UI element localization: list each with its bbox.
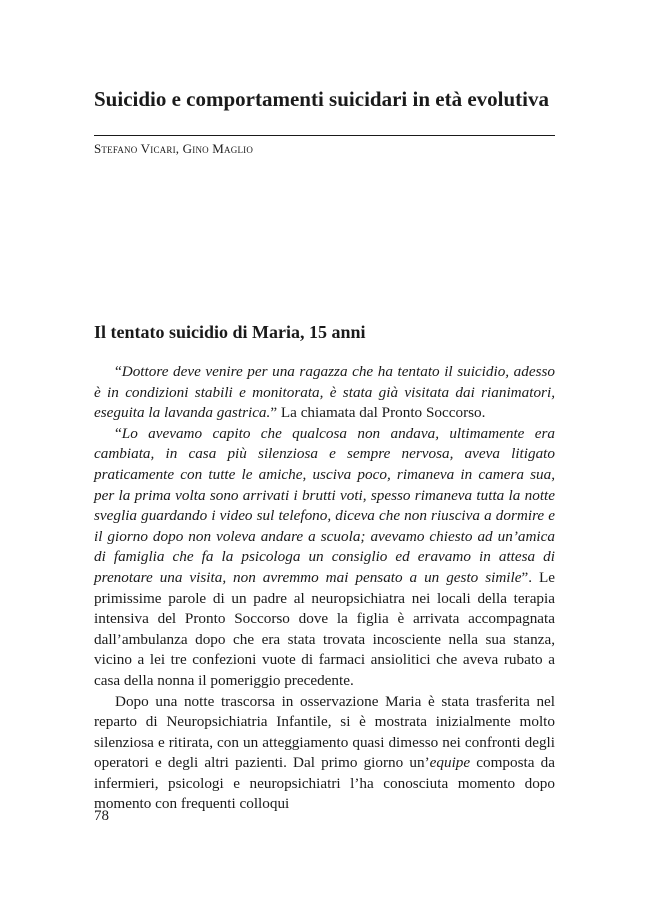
page-number: 78 (94, 808, 109, 824)
close-quote: ” (270, 404, 278, 422)
body-text (94, 362, 555, 815)
narrative-text: Le primissime parole di un padre al neuropsichiatra nei locali della terapia intensiva del Pronto Soccorso dove la figlia è arrivata accompagnata dall’ambulanza dopo che era stata trovata incosciente nella sua stanza, vicino a lei tre confezioni vuote di farmaci ansiolitici che aveva rubato a casa della nonna il pomeriggio precedente. (94, 568, 555, 689)
quoted-speech: Lo avevamo capito che qualcosa non andava, ultimamente era cambiata, in casa più silenziosa e sempre nervosa, aveva litigato praticamente con tutte le amiche, usciva poco, rimaneva in camera sua, per la prima volta sono arrivati i brutti voti, spesso rimaneva tutta la notte sveglia guardando i video sul telefono, diceva che non riusciva a dormire e il giorno dopo non voleva andare a scuola; avevamo chiesto ad un’amica di famiglia che fa la psicologa un consiglio ed eravamo in attesa di prenotare una visita, non avremmo mai pensato a un gesto simile (94, 424, 555, 586)
paragraph-2 (94, 424, 555, 692)
chapter-title: Suicidio e comportamenti suicidari in età evolutiva (94, 87, 549, 111)
narrative-text: Dopo una notte trascorsa in osservazione Maria è stata trasferita nel reparto di Neuropsichiatria Infantile, si è mostrata inizialmente molto silenziosa e ritirata, con un atteggiamento quasi dimesso nei confronti degli operatori e degli altri pazienti. Dal primo giorno un’ (94, 692, 555, 772)
quoted-speech: Dottore deve venire per una ragazza che ha tentato il suicidio, adesso è in condizioni stabili e monitorata, è stata già visitata dai rianimatori, eseguita la lavanda gastrica. (94, 363, 555, 422)
chapter-authors: Stefano Vicari, Gino Maglio (94, 141, 254, 156)
narrative-text: La chiamata dal Pronto Soccorso. (277, 404, 486, 422)
close-quote: ”. (521, 568, 533, 586)
narrative-text: composta da infermieri, psicologi e neuropsichiatri l’ha conosciuta momento dopo momento con frequenti colloqui (94, 754, 555, 813)
paragraph-1 (94, 362, 555, 424)
section-title: Il tentato suicidio di Maria, 15 anni (94, 322, 366, 342)
title-rule (94, 135, 555, 136)
open-quote: “ (115, 363, 122, 380)
open-quote: “ (115, 424, 122, 442)
paragraph-3 (94, 692, 555, 816)
italic-term: equipe (429, 754, 471, 772)
